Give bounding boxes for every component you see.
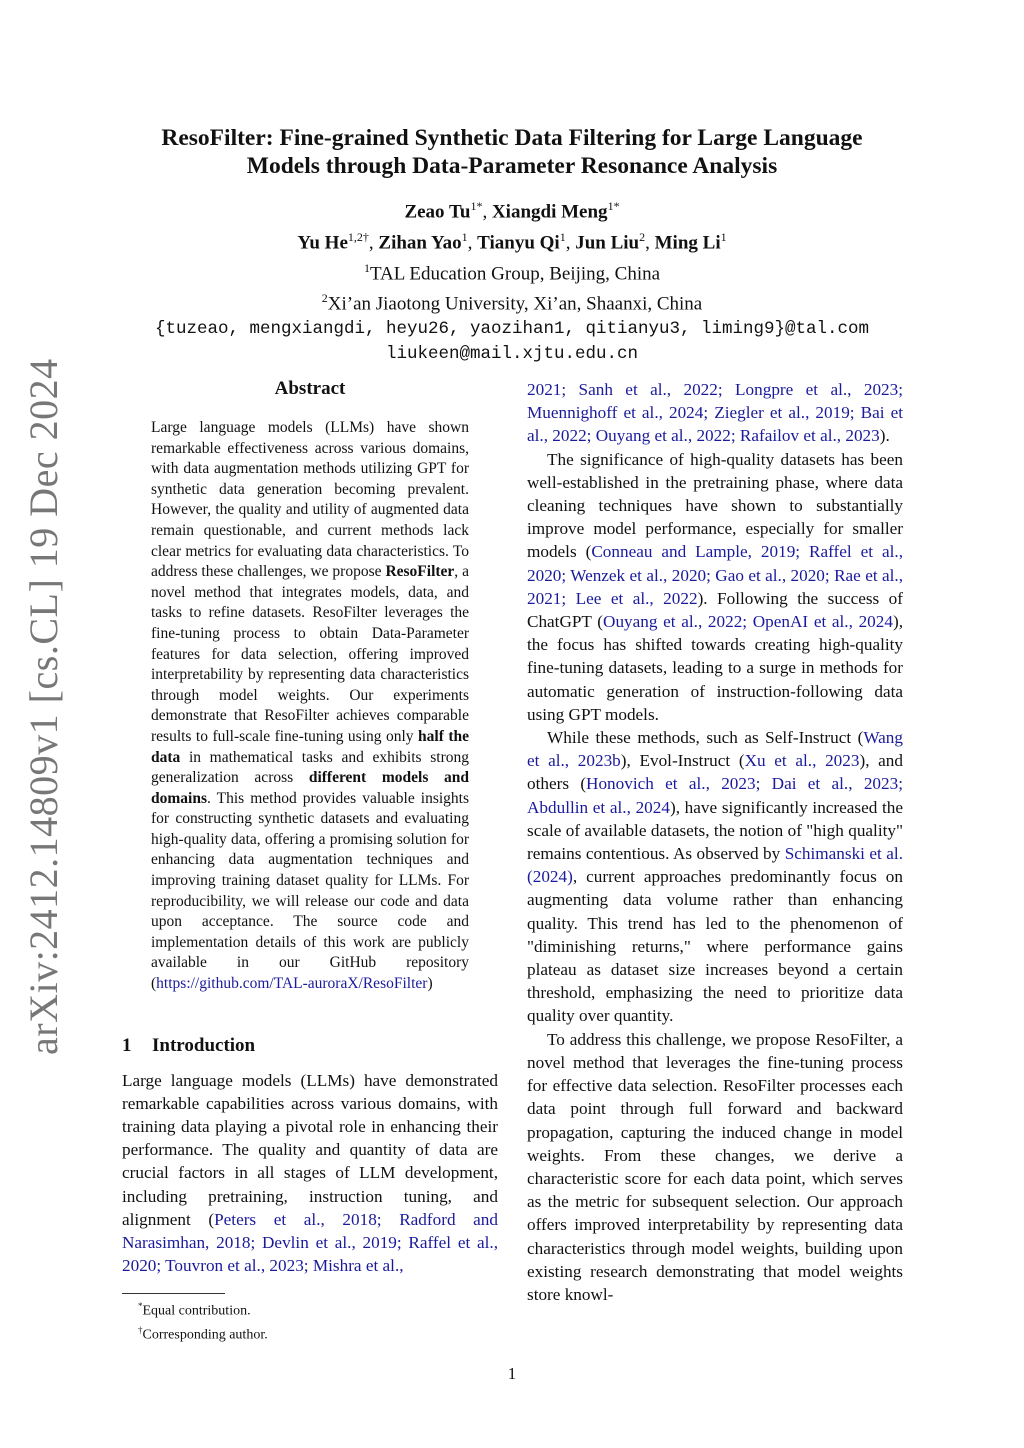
citation-link[interactable]: Ouyang et al., 2022; OpenAI et al., 2024: [603, 612, 893, 632]
affiliation-text: TAL Education Group, Beijing, China: [369, 262, 661, 284]
body-text: , current approaches predominantly focus on augmenting data volume rather than enhancing quality. This trend has led to the phenomenon of "diminishing returns," where performance gains plateau as dataset size increases beyond a certain threshold, emphasizing the need to prioritize data quality over quantity.: [527, 867, 903, 1026]
body-text: ), and others (: [527, 751, 903, 794]
abstract-text: , a novel method that integrates models, data, and tasks to refine datasets. ResoFilter leverages the fine-tuning process to obtain Data-Parameter features for data selection, offering improved interpretability by representing data characteristics through model weights. Our experiments demonstrate that ResoFilter achieves comparable results to full-scale fine-tuning using only: [151, 563, 469, 745]
body-text: ). Following the success of ChatGPT (: [527, 588, 903, 632]
footnote-text: Corresponding author.: [142, 1327, 268, 1343]
github-link[interactable]: https://github.com/TAL-auroraX/ResoFilter: [156, 975, 428, 993]
footnotes: [138, 1297, 268, 1344]
author-sup: 1*: [607, 199, 620, 213]
section-title: Introduction: [152, 1034, 256, 1056]
abstract-bold-resofilter: ResoFilter: [385, 563, 455, 581]
abstract-bold-generalization: different models and domains: [151, 769, 469, 807]
abstract-heading: Abstract: [274, 378, 346, 399]
citation-link[interactable]: Honovich et al., 2023; Dai et al., 2023; Abdullin et al., 2024: [527, 774, 903, 817]
paper-title-line-1: ResoFilter: Fine-grained Synthetic Data Filtering for Large Language: [161, 125, 863, 151]
citation-link[interactable]: 2021; Sanh et al., 2022; Longpre et al., 2023; Muennighoff et al., 2024; Ziegler et al., 2019; Bai et al., 2022; Ouyang et al., 2022; Rafailov et al., 2023: [527, 380, 903, 446]
author-sup: 1: [461, 229, 468, 244]
author-row-2: Yu $He^{1,2\dagger}$, Zihan Yao$^1$, Tianyu Qi$^1$, Jun Liu$^2$, Ming Li$^1$: [297, 229, 727, 254]
footnote-equal-contribution: [138, 1297, 268, 1321]
body-text: ).: [879, 426, 890, 446]
footnote-divider: [122, 1293, 225, 1294]
abstract-text: Large language models (LLMs) have shown remarkable effectiveness across various domains, with data augmentation methods utilizing GPT for synthetic data generation becoming prevalent. However, the quality and utility of augmented data remain questionable, and current methods lack clear metrics for evaluating data characteristics. To address these challenges, we propose: [151, 419, 469, 581]
page-number: 1: [507, 1364, 517, 1383]
author-name: Yu He: [297, 232, 348, 254]
abstract-text: ): [427, 975, 433, 993]
citation-link[interactable]: Schimanski et al. (2024): [527, 844, 903, 887]
arxiv-stamp-text: arXiv:2412.14809v1 [cs.CL] 19 Dec 2024: [21, 358, 66, 1055]
citation-link[interactable]: Xu et al., 2023: [744, 751, 860, 771]
email-line-1: {tuzeao, mengxiangdi, heyu26, yaozihan1, qitianyu3, liming9}@tal.com: [154, 319, 870, 340]
paper-title: [100, 124, 924, 180]
body-text: The significance of high-quality datasets has been well-established in the pretraining phase, where data cleaning techniques have shown to substantially improve model performance, especially for smaller models (: [527, 449, 903, 562]
abstract-text: in mathematical tasks and exhibits strong generalization across: [151, 748, 469, 787]
citation-link[interactable]: Wang et al., 2023b: [527, 728, 903, 771]
author-sup: 1: [720, 229, 727, 244]
author-name: Zeao Tu: [404, 201, 471, 223]
email-line-2: liukeen@mail.xjtu.edu.cn: [385, 343, 639, 364]
citation-link[interactable]: Peters et al., 2018; Radford and Narasimhan, 2018; Devlin et al., 2019; Raffel et al., 2020; Touvron et al., 2023; Mishra et al.,: [122, 1209, 498, 1276]
left-column: [122, 378, 498, 1277]
affiliation-2: [100, 286, 924, 317]
affiliation-sup: 2: [321, 291, 328, 306]
abstract-body: [151, 418, 469, 995]
paper-title-line-2: Models through Data-Parameter Resonance Analysis: [246, 153, 778, 179]
author-name: Xiangdi Meng: [491, 201, 608, 223]
body-text: ), the focus has shifted towards creating high-quality fine-tuning datasets, leading to a surge in methods for automatic generation of instruction-following data using GPT models.: [527, 612, 903, 724]
intro-paragraph-3: [527, 726, 903, 1028]
author-name: Zihan Yao: [378, 232, 462, 254]
intro-paragraph-1-cont: [527, 378, 903, 448]
affiliation-text: Xi’an Jiaotong University, Xi’an, Shaanxi, China: [327, 293, 703, 315]
body-text: While these methods, such as Self-Instruct (: [547, 728, 864, 748]
intro-paragraph-1: [122, 1069, 498, 1278]
footnote-mark: *: [138, 1301, 143, 1311]
affiliation-sup: 1: [363, 260, 370, 275]
author-sup: 2: [639, 229, 646, 244]
intro-paragraph-4: [527, 1028, 903, 1306]
author-sup: 1,2†: [347, 229, 369, 244]
abstract-text: . This method provides valuable insights for constructing synthetic datasets and evaluating high-quality data, offering a promising solution for enhancing data augmentation techniques and improving training dataset quality for LLMs. For reproducibility, we will release our code and data upon acceptance. The source code and implementation details of this work are publicly available in our GitHub repository (: [151, 789, 469, 993]
citation-link[interactable]: Conneau and Lample, 2019; Raffel et al., 2020; Wenzek et al., 2020; Gao et al., 2020; Rae et al., 2021; Lee et al., 2022: [527, 542, 904, 608]
author-block: [100, 194, 924, 366]
author-sup: 1*: [470, 199, 483, 213]
affiliation-1: [100, 256, 924, 287]
author-sup: 1: [559, 229, 566, 244]
section-number: 1: [122, 1034, 132, 1056]
abstract-bold-half-data: half the data: [151, 727, 469, 766]
body-text: To address this challenge, we propose ResoFilter, a novel method that leverages the fine-tuning process for effective data selection. ResoFilter processes each data point through full forward and backward propagation, capturing the induced change in model weights. From these changes, we derive a characteristic score for each data point, which serves as the metric for subsequent selection. Our approach offers improved interpretability by representing data characteristics through model weights, building upon existing research demonstrating that model weights store knowl-: [527, 1029, 903, 1304]
body-text: ), have significantly increased the scale of available datasets, the notion of "high quality" remains contentious. As observed by: [527, 797, 904, 864]
section-heading-introduction: [122, 1035, 498, 1057]
title-block: [100, 124, 924, 366]
body-text: Large language models (LLMs) have demonstrated remarkable capabilities across various domains, with training data playing a pivotal role in enhancing their performance. The quality and quantity of data are crucial factors in all stages of LLM development, including pretraining, instruction tuning, and alignment (: [122, 1070, 498, 1229]
author-name: Ming Li: [654, 232, 721, 254]
footnote-corresponding-author: [138, 1321, 268, 1345]
right-column: [527, 378, 903, 1306]
footnote-text: Equal contribution.: [142, 1303, 251, 1319]
author-name: Tianyu Qi: [477, 232, 560, 254]
author-row-1: Zeao $Tu^{1*}$, Xiangdi Meng$^{1*}$: [404, 199, 620, 223]
body-text: ), Evol-Instruct (: [620, 751, 745, 771]
author-name: Jun Liu: [575, 232, 640, 254]
intro-paragraph-2: [527, 448, 903, 726]
footnote-mark: †: [138, 1324, 143, 1335]
